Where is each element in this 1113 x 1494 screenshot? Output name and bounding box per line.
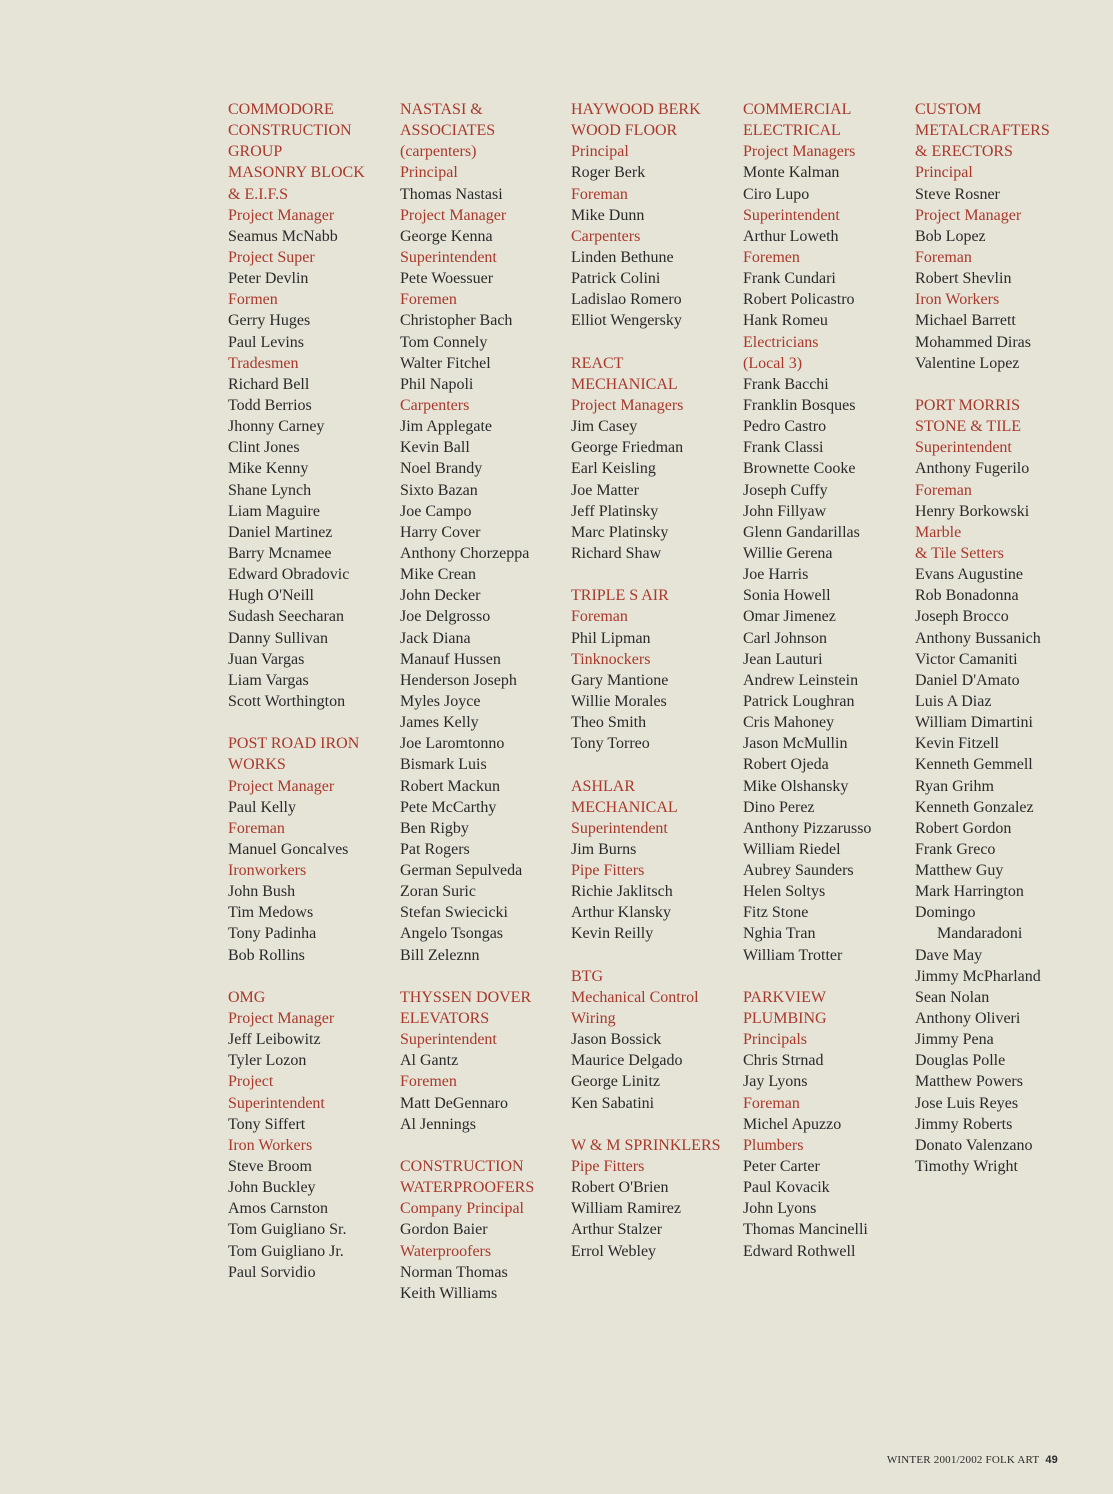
section-heading: Foreman (571, 608, 628, 626)
section-heading: MECHANICAL (571, 375, 678, 393)
person-name: Willie Morales (571, 692, 667, 710)
person-name: Bob Lopez (915, 227, 986, 245)
person-name: Norman Thomas (400, 1263, 508, 1281)
person-name: Christopher Bach (400, 312, 513, 330)
person-name: Kenneth Gonzalez (915, 798, 1034, 816)
section-spacer (571, 945, 741, 966)
person-name: Michel Apuzzo (743, 1115, 842, 1133)
section-heading: PORT MORRIS (915, 396, 1020, 414)
person-name: Valentine Lopez (915, 354, 1020, 372)
person-name: Zoran Suric (400, 883, 476, 901)
person-name: Joe Delgrosso (400, 608, 491, 626)
person-name: Pete Woessuer (400, 270, 494, 288)
section-heading: PLUMBING (743, 1010, 827, 1028)
person-name: Jim Burns (571, 840, 637, 858)
section-heading: Tinknockers (571, 650, 651, 668)
section-heading: THYSSEN DOVER (400, 988, 532, 1006)
person-name: Jose Luis Reyes (915, 1094, 1019, 1112)
section-heading: NASTASI & (400, 101, 483, 118)
person-name: Hank Romeu (743, 312, 828, 330)
person-name: Tony Torreo (571, 735, 650, 753)
person-name: Tim Medows (228, 904, 314, 922)
person-name: Omar Jimenez (743, 608, 836, 626)
section-heading: Project Manager (915, 206, 1022, 224)
section-spacer (400, 1135, 570, 1156)
section-heading: METALCRAFTERS (915, 122, 1050, 140)
person-name: Joe Laromtonno (400, 735, 505, 753)
section-heading: Principal (400, 164, 458, 182)
person-name: Todd Berrios (228, 396, 312, 414)
section-heading: Foremen (743, 248, 800, 266)
section-heading: MASONRY BLOCK (228, 164, 365, 182)
person-name: Aubrey Saunders (743, 862, 854, 880)
person-name: Arthur Loweth (743, 227, 839, 245)
person-name: Nghia Tran (743, 925, 816, 943)
section-heading: Project Manager (228, 1010, 335, 1028)
person-name: Joseph Brocco (915, 608, 1009, 626)
person-name: Edward Obradovic (228, 566, 350, 584)
person-name: Fitz Stone (743, 904, 809, 922)
person-name: Paul Kovacik (743, 1179, 830, 1197)
credits-column-1 (228, 99, 398, 1283)
section-heading: STONE & TILE (915, 418, 1022, 436)
person-name: Kenneth Gemmell (915, 756, 1033, 774)
person-name: Daniel D'Amato (915, 671, 1020, 689)
person-name: Michael Barrett (915, 312, 1016, 330)
person-name: Hugh O'Neill (228, 587, 314, 605)
section-heading: Iron Workers (228, 1136, 313, 1154)
person-name: Seamus McNabb (228, 227, 338, 245)
section-heading: Ironworkers (228, 862, 307, 880)
person-name: Mike Olshansky (743, 777, 849, 795)
page-folio (887, 1454, 1058, 1466)
person-name: Arthur Klansky (571, 904, 671, 922)
person-name: Walter Fitchel (400, 354, 491, 372)
person-name: Maurice Delgado (571, 1052, 683, 1070)
person-name: Linden Bethune (571, 248, 674, 266)
person-name: George Kenna (400, 227, 493, 245)
section-heading: TRIPLE S AIR (571, 587, 669, 605)
person-name: Monte Kalman (743, 164, 840, 182)
person-name: Timothy Wright (915, 1158, 1018, 1176)
person-name: Brownette Cooke (743, 460, 856, 478)
person-name: Ken Sabatini (571, 1094, 655, 1112)
section-heading: Foreman (571, 185, 628, 203)
person-name: William Ramirez (571, 1200, 681, 1218)
person-name: Douglas Polle (915, 1052, 1006, 1070)
section-heading: Project Super (228, 248, 315, 266)
section-heading: Company Principal (400, 1200, 524, 1218)
person-name: Anthony Oliveri (915, 1010, 1021, 1028)
person-name: Matthew Guy (915, 862, 1004, 880)
person-name: Willie Gerena (743, 544, 833, 562)
person-name: Jason McMullin (743, 735, 848, 753)
person-name: Mike Crean (400, 566, 476, 584)
person-name: Jean Lauturi (743, 650, 823, 668)
person-name: Henderson Joseph (400, 671, 517, 689)
person-name: Luis A Diaz (915, 692, 992, 710)
person-name: Kevin Ball (400, 439, 470, 457)
section-heading: WORKS (228, 756, 286, 774)
person-name: Sixto Bazan (400, 481, 478, 499)
credits-column-5 (915, 99, 1085, 1177)
person-name: Daniel Martinez (228, 523, 333, 541)
person-name: Robert O'Brien (571, 1179, 669, 1197)
person-name: Sean Nolan (915, 988, 990, 1006)
person-name: Phil Napoli (400, 375, 474, 393)
section-heading: Foreman (915, 248, 972, 266)
section-heading: WATERPROOFERS (400, 1179, 535, 1197)
person-name: Al Jennings (400, 1115, 476, 1133)
section-heading: Mechanical Control (571, 988, 699, 1006)
person-name: German Sepulveda (400, 862, 523, 880)
person-name: Jimmy Pena (915, 1031, 994, 1049)
person-name: Edward Rothwell (743, 1242, 856, 1260)
person-name: Franklin Bosques (743, 396, 856, 414)
section-heading: Foreman (228, 819, 285, 837)
person-name: Manauf Hussen (400, 650, 501, 668)
person-name: Paul Kelly (228, 798, 296, 816)
person-name: Barry Mcnamee (228, 544, 332, 562)
section-heading: BTG (571, 967, 603, 985)
person-name: Phil Lipman (571, 629, 651, 647)
person-name: Ben Rigby (400, 819, 469, 837)
person-name: Tom Guigliano Sr. (228, 1221, 347, 1239)
person-name: Jason Bossick (571, 1031, 662, 1049)
person-name: John Lyons (743, 1200, 817, 1218)
person-name: Myles Joyce (400, 692, 481, 710)
section-heading: Iron Workers (915, 291, 1000, 309)
section-heading: Superintendent (571, 819, 668, 837)
person-name: John Fillyaw (743, 502, 827, 520)
section-heading: PARKVIEW (743, 988, 826, 1006)
person-name: Anthony Chorzeppa (400, 544, 530, 562)
person-name: Helen Soltys (743, 883, 826, 901)
person-name: George Friedman (571, 439, 684, 457)
person-name: Frank Cundari (743, 270, 836, 288)
person-name: William Riedel (743, 840, 841, 858)
person-name: Gerry Huges (228, 312, 311, 330)
person-name: John Buckley (228, 1179, 316, 1197)
person-name: Richie Jaklitsch (571, 883, 673, 901)
section-spacer (400, 966, 570, 987)
section-spacer (228, 712, 398, 733)
person-name: Bismark Luis (400, 756, 487, 774)
person-name: Angelo Tsongas (400, 925, 504, 943)
page-number: 49 (1045, 1454, 1058, 1466)
person-name: Cris Mahoney (743, 714, 835, 732)
person-name: Gordon Baier (400, 1221, 488, 1239)
person-name: Mandaradoni (937, 925, 1023, 943)
person-name: Anthony Fugerilo (915, 460, 1030, 478)
section-heading: Principal (571, 143, 629, 161)
person-name: Shane Lynch (228, 481, 312, 499)
section-spacer (571, 754, 741, 775)
section-heading: & E.I.F.S (228, 185, 289, 203)
person-name: Bob Rollins (228, 946, 305, 964)
person-name: Thomas Nastasi (400, 185, 503, 203)
section-spacer (571, 564, 741, 585)
person-name: Ciro Lupo (743, 185, 810, 203)
person-name: Jim Applegate (400, 418, 492, 436)
person-name: Jeff Leibowitz (228, 1031, 321, 1049)
person-name: Mike Dunn (571, 206, 645, 224)
section-heading: Foreman (743, 1094, 800, 1112)
person-name: Clint Jones (228, 439, 300, 457)
section-heading: Carpenters (400, 396, 470, 414)
person-name: Tony Padinha (228, 925, 317, 943)
person-name: John Decker (400, 587, 481, 605)
section-spacer (743, 966, 913, 987)
person-name: Carl Johnson (743, 629, 827, 647)
issue-label: WINTER 2001/2002 FOLK ART (886, 1454, 1040, 1466)
person-name: Jhonny Carney (228, 418, 325, 436)
person-name: Evans Augustine (915, 566, 1023, 584)
person-name: Victor Camaniti (915, 650, 1018, 668)
section-heading: Superintendent (743, 206, 840, 224)
person-name: Rob Bonadonna (915, 587, 1019, 605)
person-name: Henry Borkowski (915, 502, 1030, 520)
person-name: Danny Sullivan (228, 629, 328, 647)
person-name: Sudash Seecharan (228, 608, 344, 626)
person-name: Jimmy McPharland (915, 967, 1041, 985)
section-heading: Foremen (400, 291, 457, 309)
section-heading: COMMERCIAL (743, 101, 852, 118)
section-heading: ELECTRICAL (743, 122, 841, 140)
person-name: Donato Valenzano (915, 1136, 1033, 1154)
person-name: Juan Vargas (228, 650, 305, 668)
section-heading: Marble (915, 523, 962, 541)
person-name: Paul Sorvidio (228, 1263, 316, 1281)
section-heading: REACT (571, 354, 624, 372)
credits-column-2 (400, 99, 570, 1304)
person-name: Mike Kenny (228, 460, 309, 478)
section-heading: W & M SPRINKLERS (571, 1136, 721, 1154)
person-name: Marc Platinsky (571, 523, 669, 541)
person-name: Richard Shaw (571, 544, 662, 562)
section-heading: Superintendent (228, 1094, 325, 1112)
section-heading: POST ROAD IRON (228, 735, 360, 753)
person-name: James Kelly (400, 714, 479, 732)
person-name: Ryan Grihm (915, 777, 994, 795)
section-heading: HAYWOOD BERK (571, 101, 701, 118)
person-name: Pedro Castro (743, 418, 827, 436)
person-name: Jim Casey (571, 418, 638, 436)
section-heading: Plumbers (743, 1136, 804, 1154)
section-heading: COMMODORE (228, 101, 334, 118)
section-heading: Project Manager (228, 206, 335, 224)
person-name: Joe Harris (743, 566, 809, 584)
person-name: Anthony Pizzarusso (743, 819, 872, 837)
person-name: Harry Cover (400, 523, 481, 541)
person-name: Dino Perez (743, 798, 815, 816)
person-name: Andrew Leinstein (743, 671, 859, 689)
section-heading: GROUP (228, 143, 283, 161)
section-spacer (228, 966, 398, 987)
section-heading: WOOD FLOOR (571, 122, 678, 140)
section-spacer (571, 1114, 741, 1135)
person-name: Tony Siffert (228, 1115, 306, 1133)
person-name: Tyler Lozon (228, 1052, 307, 1070)
section-spacer (571, 332, 741, 353)
section-heading: Superintendent (400, 1031, 497, 1049)
section-heading: Pipe Fitters (571, 1158, 645, 1176)
section-heading: Tradesmen (228, 354, 299, 372)
person-name: Elliot Wengersky (571, 312, 682, 330)
section-heading: CONSTRUCTION (400, 1158, 524, 1176)
section-heading: CONSTRUCTION (228, 122, 352, 140)
person-name: Earl Keisling (571, 460, 656, 478)
section-heading: Superintendent (400, 248, 497, 266)
person-name: Al Gantz (400, 1052, 459, 1070)
person-name: Paul Levins (228, 333, 304, 351)
person-name: Anthony Bussanich (915, 629, 1041, 647)
person-name: Liam Maguire (228, 502, 320, 520)
person-name: Gary Mantione (571, 671, 669, 689)
person-name: Mark Harrington (915, 883, 1024, 901)
person-name: Patrick Colini (571, 270, 661, 288)
section-spacer (915, 374, 1085, 395)
section-heading: Project Manager (228, 777, 335, 795)
person-name: Mohammed Diras (915, 333, 1031, 351)
person-name: Sonia Howell (743, 587, 831, 605)
person-name: Robert Gordon (915, 819, 1012, 837)
person-name: Peter Carter (743, 1158, 820, 1176)
person-name: Robert Mackun (400, 777, 500, 795)
person-name: Joseph Cuffy (743, 481, 828, 499)
person-name: Errol Webley (571, 1242, 657, 1260)
person-name: Amos Carnston (228, 1200, 328, 1218)
person-name: Thomas Mancinelli (743, 1221, 868, 1239)
person-name: Arthur Stalzer (571, 1221, 663, 1239)
credits-column-3 (571, 99, 741, 1262)
section-heading: CUSTOM (915, 101, 982, 118)
person-name: Frank Bacchi (743, 375, 829, 393)
person-name: Keith Williams (400, 1284, 498, 1302)
section-heading: (Local 3) (743, 354, 803, 372)
person-name: Jack Diana (400, 629, 471, 647)
person-name: Frank Classi (743, 439, 824, 457)
section-heading: Electricians (743, 333, 819, 351)
section-heading: Superintendent (915, 439, 1012, 457)
section-heading: Foremen (400, 1073, 457, 1091)
person-name: Scott Worthington (228, 692, 346, 710)
section-heading: (carpenters) (400, 143, 477, 161)
person-name: Roger Berk (571, 164, 646, 182)
person-name: Steve Rosner (915, 185, 1000, 203)
person-name: Manuel Goncalves (228, 840, 349, 858)
section-heading: ASSOCIATES (400, 122, 496, 140)
person-name: Richard Bell (228, 375, 310, 393)
person-name: Kevin Reilly (571, 925, 654, 943)
section-heading: Project Manager (400, 206, 507, 224)
credits-column-4 (743, 99, 913, 1262)
person-name: Frank Greco (915, 840, 996, 858)
person-name: Matthew Powers (915, 1073, 1023, 1091)
section-heading: MECHANICAL (571, 798, 678, 816)
person-name: John Bush (228, 883, 296, 901)
person-name: William Trotter (743, 946, 843, 964)
person-name: George Linitz (571, 1073, 661, 1091)
section-heading: Wiring (571, 1010, 616, 1028)
person-name: Pat Rogers (400, 840, 470, 858)
person-name: Joe Matter (571, 481, 639, 499)
section-heading: Project Managers (571, 396, 684, 414)
person-name: Domingo (915, 904, 976, 922)
person-name: Kevin Fitzell (915, 735, 999, 753)
person-name: Bill Zeleznn (400, 946, 480, 964)
section-heading: Principal (915, 164, 973, 182)
section-heading: Formen (228, 291, 278, 309)
person-name: Theo Smith (571, 714, 647, 732)
section-heading: ASHLAR (571, 777, 636, 795)
person-name: Joe Campo (400, 502, 472, 520)
section-heading: OMG (228, 988, 266, 1006)
person-name: Jay Lyons (743, 1073, 808, 1091)
section-heading: Project (228, 1073, 274, 1091)
person-name: Stefan Swiecicki (400, 904, 508, 922)
person-name: Tom Connely (400, 333, 488, 351)
person-name: Tom Guigliano Jr. (228, 1242, 344, 1260)
section-heading: & ERECTORS (915, 143, 1013, 161)
section-heading: Pipe Fitters (571, 862, 645, 880)
person-name: Jeff Platinsky (571, 502, 659, 520)
person-name: Peter Devlin (228, 270, 309, 288)
person-name: Pete McCarthy (400, 798, 497, 816)
person-name: William Dimartini (915, 714, 1033, 732)
person-name: Steve Broom (228, 1158, 312, 1176)
person-name: Jimmy Roberts (915, 1115, 1013, 1133)
section-heading: & Tile Setters (915, 544, 1004, 562)
person-name: Dave May (915, 946, 983, 964)
person-name: Robert Ojeda (743, 756, 829, 774)
person-name: Patrick Loughran (743, 692, 855, 710)
section-heading: Waterproofers (400, 1242, 492, 1260)
section-heading: Carpenters (571, 227, 641, 245)
person-name: Robert Policastro (743, 291, 855, 309)
person-name: Matt DeGennaro (400, 1094, 508, 1112)
section-heading: Principals (743, 1031, 807, 1049)
person-name: Chris Strnad (743, 1052, 824, 1070)
section-heading: Foreman (915, 481, 972, 499)
section-heading: Project Managers (743, 143, 856, 161)
person-name: Robert Shevlin (915, 270, 1012, 288)
person-name: Noel Brandy (400, 460, 483, 478)
person-name: Glenn Gandarillas (743, 523, 860, 541)
section-heading: ELEVATORS (400, 1010, 490, 1028)
person-name: Ladislao Romero (571, 291, 682, 309)
person-name: Liam Vargas (228, 671, 309, 689)
